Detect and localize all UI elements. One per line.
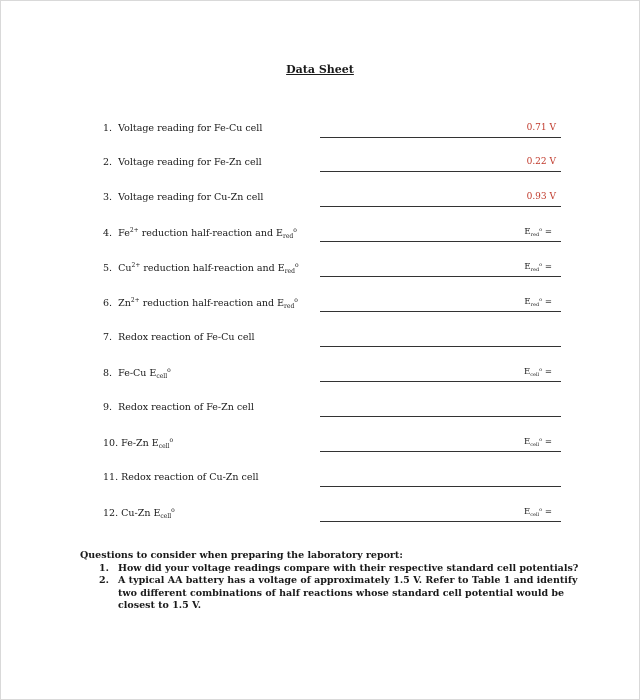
e-red-field: $E_{red}^o$ = [524, 227, 552, 238]
answer-line [320, 171, 561, 172]
data-row-cu-reduction [0, 262, 640, 282]
answer-line [320, 521, 561, 522]
row-label: 6. $Zn^{2+}$ reduction half-reaction and $E_{red}^o$ [103, 297, 298, 310]
voltage-value: 0.22 V [526, 157, 556, 167]
row-label: 12. Cu-Zn $E_{cell}^o$ [103, 507, 175, 520]
data-row-voltage-fe-cu [0, 123, 640, 143]
voltage-value: 0.93 V [526, 192, 556, 202]
answer-line [320, 241, 561, 242]
questions-heading: Questions to consider when preparing the laboratory report: [80, 550, 403, 561]
data-row-fe-reduction [0, 227, 640, 247]
row-label: 5. $Cu^{2+}$ reduction half-reaction and $E_{red}^o$ [103, 262, 299, 275]
row-label: 8. Fe-Cu $E_{cell}^o$ [103, 367, 171, 380]
data-row-redox-fe-zn [0, 402, 640, 422]
row-label: 7. Redox reaction of Fe-Cu cell [103, 332, 255, 343]
answer-line [320, 416, 561, 417]
data-row-zn-reduction [0, 297, 640, 317]
row-label: 10. Fe-Zn $E_{cell}^o$ [103, 437, 174, 450]
answer-line [320, 486, 561, 487]
answer-line [320, 206, 561, 207]
data-row-voltage-cu-zn [0, 192, 640, 212]
e-cell-field: $E_{cell}^o$ = [523, 367, 552, 378]
e-cell-field: $E_{cell}^o$ = [523, 507, 552, 518]
e-cell-field: $E_{cell}^o$ = [523, 437, 552, 448]
question-item: 1. How did your voltage readings compare with their respective standard cell potentials? [99, 562, 579, 574]
voltage-value: 0.71 V [526, 123, 556, 133]
data-row-fe-cu-ecell [0, 367, 640, 387]
answer-line [320, 451, 561, 452]
data-row-fe-zn-ecell [0, 437, 640, 457]
answer-line [320, 276, 561, 277]
answer-line [320, 137, 561, 138]
data-row-cu-zn-ecell [0, 507, 640, 527]
data-row-voltage-fe-zn [0, 157, 640, 177]
row-label: 3. Voltage reading for Cu-Zn cell [103, 192, 264, 203]
questions-section [80, 550, 580, 613]
data-row-redox-cu-zn [0, 472, 640, 492]
answer-line [320, 346, 561, 347]
e-red-field: $E_{red}^o$ = [524, 262, 552, 273]
e-red-field: $E_{red}^o$ = [524, 297, 552, 308]
answer-line [320, 381, 561, 382]
question-item: 2. A typical AA battery has a voltage of approximately 1.5 V. Refer to Table 1 and identify two different combinations of half reactions whose standard cell potential would be closest to 1.5 V. [99, 575, 578, 611]
row-label: 2. Voltage reading for Fe-Zn cell [103, 157, 262, 168]
row-label: 1. Voltage reading for Fe-Cu cell [103, 123, 263, 134]
row-label: 9. Redox reaction of Fe-Zn cell [103, 402, 254, 413]
answer-line [320, 311, 561, 312]
question-text: How did your voltage readings compare with their respective standard cell potentials? [118, 562, 579, 574]
row-label: 11. Redox reaction of Cu-Zn cell [103, 472, 259, 483]
sheet-title: Data Sheet [286, 63, 354, 76]
row-label: 4. $Fe^{2+}$ reduction half-reaction and $E_{red}^o$ [103, 227, 297, 240]
question-text: A typical AA battery has a voltage of approximately 1.5 V. Refer to Table 1 and identify two different combinations of half reactions whose standard cell potential would be closest to 1.5 V. [118, 575, 578, 611]
data-row-redox-fe-cu [0, 332, 640, 352]
